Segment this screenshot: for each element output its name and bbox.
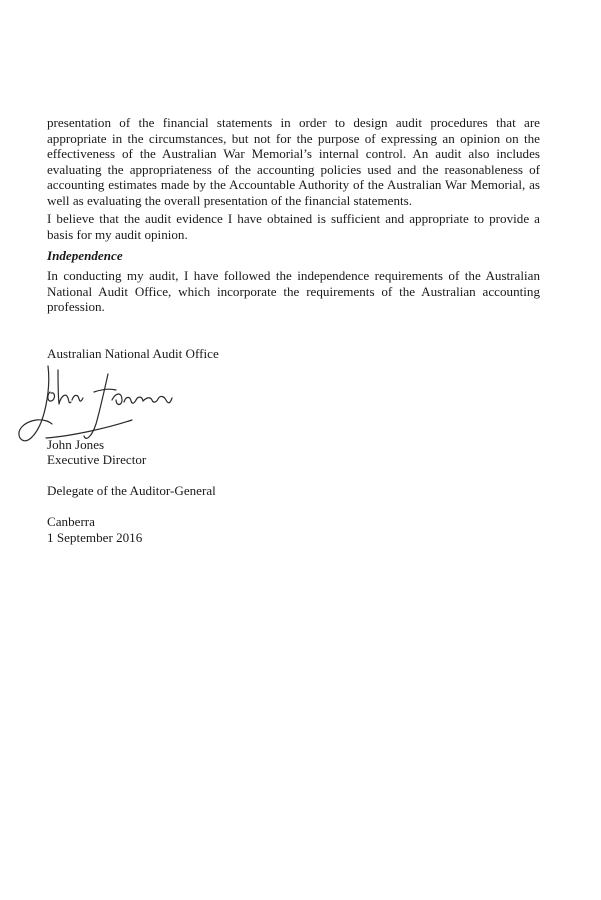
organisation-name: Australian National Audit Office: [47, 346, 219, 361]
independence-heading: Independence: [47, 248, 123, 263]
audit-evidence-paragraph: I believe that the audit evidence I have obtained is sufficient and appropriate to provide a basis for my audit opinion.: [47, 211, 540, 242]
signatory-name: John Jones: [47, 437, 105, 452]
signatory-title: Executive Director: [47, 452, 147, 467]
signing-date: 1 September 2016: [47, 530, 143, 545]
independence-paragraph: In conducting my audit, I have followed the independence requirements of the Australian National Audit Office, which incorporate the requirements of the Australian accounting profession.: [47, 268, 540, 315]
delegate-line: Delegate of the Auditor-General: [47, 483, 216, 498]
signing-location: Canberra: [47, 514, 95, 529]
audit-procedures-paragraph: presentation of the financial statements in order to design audit procedures that are appropriate in the circumstances, but not for the purpose of expressing an opinion on the effectiveness of the Australian War Memorial’s internal control. An audit also includes evaluating the appropriateness of the accounting policies used and the reasonableness of accounting estimates made by the Accountable Authority of the Australian War Memorial, as well as evaluating the overall presentation of the financial statements.: [47, 115, 540, 208]
